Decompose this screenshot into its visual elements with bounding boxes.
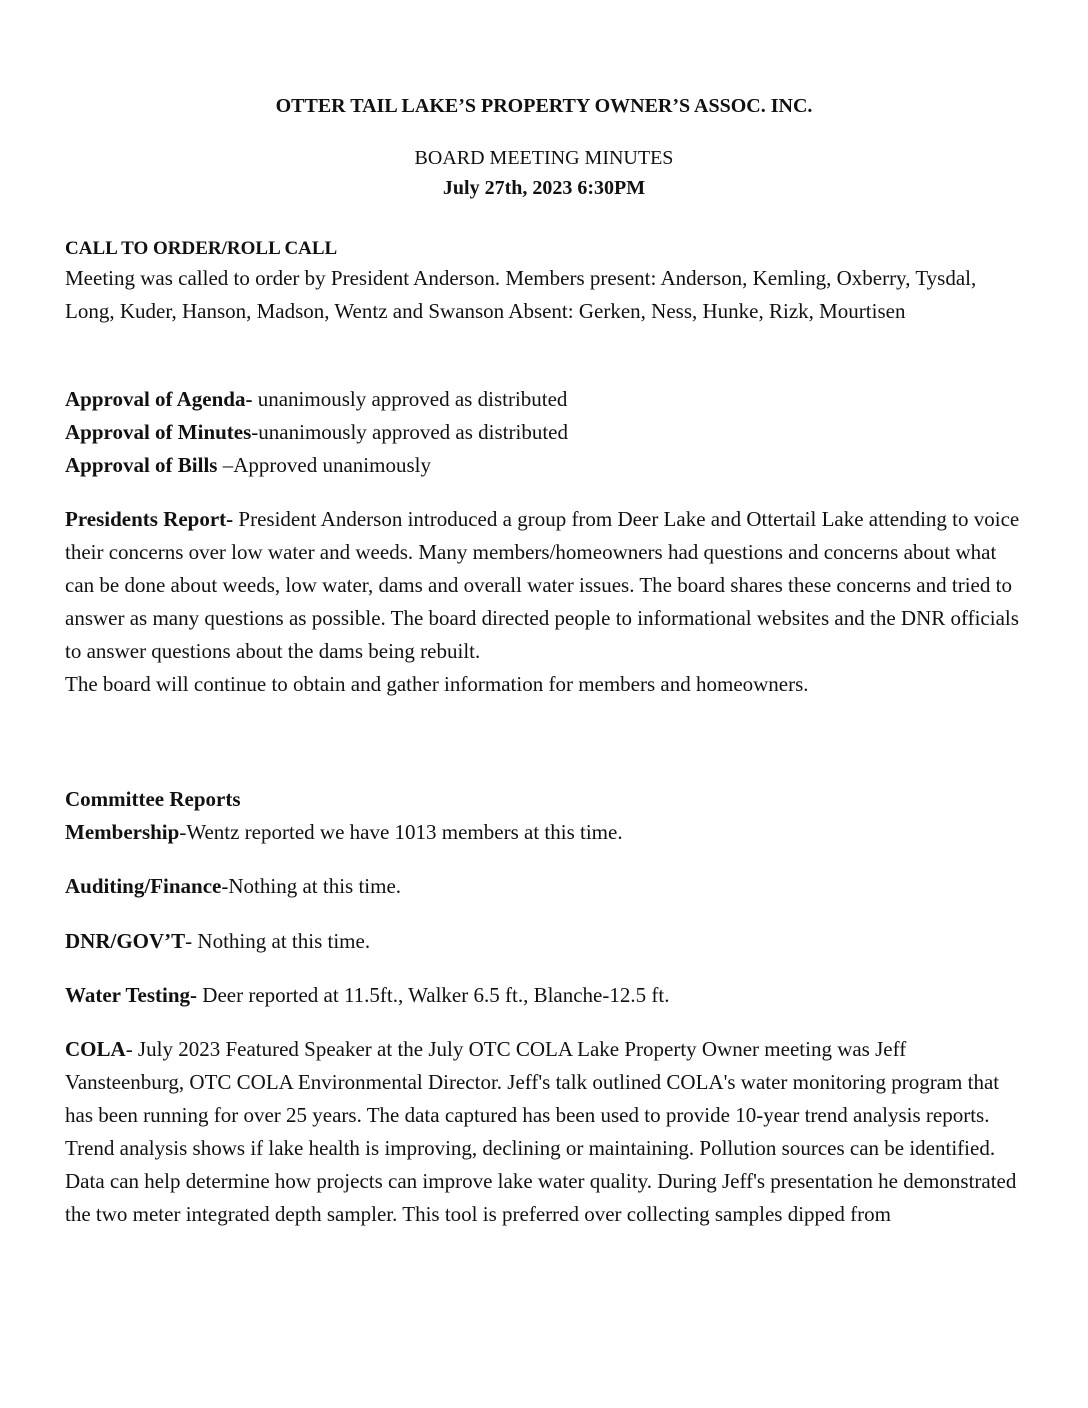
presidents-report-followup: The board will continue to obtain and gather information for members and homeowners. bbox=[65, 672, 809, 696]
call-to-order-section bbox=[65, 236, 1030, 328]
approval-agenda bbox=[65, 383, 1030, 416]
approval-agenda-label: Approval of Agenda- bbox=[65, 387, 253, 411]
document-title: BOARD MEETING MINUTES bbox=[414, 147, 674, 169]
dnr-text: - Nothing at this time. bbox=[185, 929, 371, 953]
committee-reports-heading: Committee Reports bbox=[65, 787, 241, 811]
approvals-section bbox=[65, 383, 1030, 482]
membership-label: Membership bbox=[65, 820, 180, 844]
approval-agenda-text: unanimously approved as distributed bbox=[252, 387, 568, 411]
call-to-order-heading: CALL TO ORDER/ROLL CALL bbox=[65, 238, 338, 259]
membership-report bbox=[65, 816, 1030, 849]
dnr-report bbox=[65, 925, 1030, 958]
presidents-report-section bbox=[65, 503, 1030, 701]
cola-text: - July 2023 Featured Speaker at the July OTC COLA Lake Property Owner meeting was Jeff Vansteenburg, OTC COLA Environmental Director. Jeff's talk outlined COLA's water monitoring program that has been running for over 25 years. The data captured has been used to provide 10-year trend analysis reports. Trend analysis shows if lake health is improving, declining or maintaining. Pollution sources can be identified. Data can help determine how projects can improve lake water quality. During Jeff's presentation he demonstrated the two meter integrated depth sampler. This tool is preferred over collecting samples dipped from bbox=[65, 1037, 1017, 1226]
approval-bills bbox=[65, 449, 1030, 482]
meeting-date: July 27th, 2023 6:30PM bbox=[442, 177, 646, 199]
auditing-report bbox=[65, 870, 1030, 903]
cola-label: COLA bbox=[65, 1037, 126, 1061]
membership-text: -Wentz reported we have 1013 members at this time. bbox=[179, 820, 623, 844]
auditing-text: -Nothing at this time. bbox=[221, 874, 402, 898]
presidents-report bbox=[65, 503, 1030, 668]
cola-report bbox=[65, 1033, 1030, 1231]
presidents-report-text: President Anderson introduced a group from Deer Lake and Ottertail Lake attending to voice their concerns over low water and weeds. Many members/homeowners had questions and concerns about what can be done about weeds, low water, dams and overall water issues. The board shares these concerns and tried to answer as many questions as possible. The board directed people to informational websites and the DNR officials to answer questions about the dams being rebuilt. bbox=[65, 507, 1020, 663]
call-to-order-text: Meeting was called to order by President Anderson. Members present: Anderson, Kemling, Oxberry, Tysdal, Long, Kuder, Hanson, Madson, Wentz and Swanson Absent: Gerken, Ness, Hunke, Rizk, Mourtisen bbox=[65, 266, 977, 323]
approval-minutes bbox=[65, 416, 1030, 449]
approval-bills-text: –Approved unanimously bbox=[217, 453, 431, 477]
approval-minutes-text: -unanimously approved as distributed bbox=[251, 420, 568, 444]
water-testing-report bbox=[65, 979, 1030, 1012]
dnr-label: DNR/GOV’T bbox=[65, 929, 186, 953]
committee-reports-section bbox=[65, 783, 1030, 849]
approval-bills-label: Approval of Bills bbox=[65, 453, 218, 477]
presidents-report-label: Presidents Report- bbox=[65, 507, 234, 531]
auditing-label: Auditing/Finance bbox=[65, 874, 222, 898]
organization-title: OTTER TAIL LAKE’S PROPERTY OWNER’S ASSOC. INC. bbox=[275, 95, 813, 117]
water-testing-label: Water Testing- bbox=[65, 983, 198, 1007]
approval-minutes-label: Approval of Minutes bbox=[65, 420, 252, 444]
water-testing-text: Deer reported at 11.5ft., Walker 6.5 ft., Blanche-12.5 ft. bbox=[197, 983, 670, 1007]
